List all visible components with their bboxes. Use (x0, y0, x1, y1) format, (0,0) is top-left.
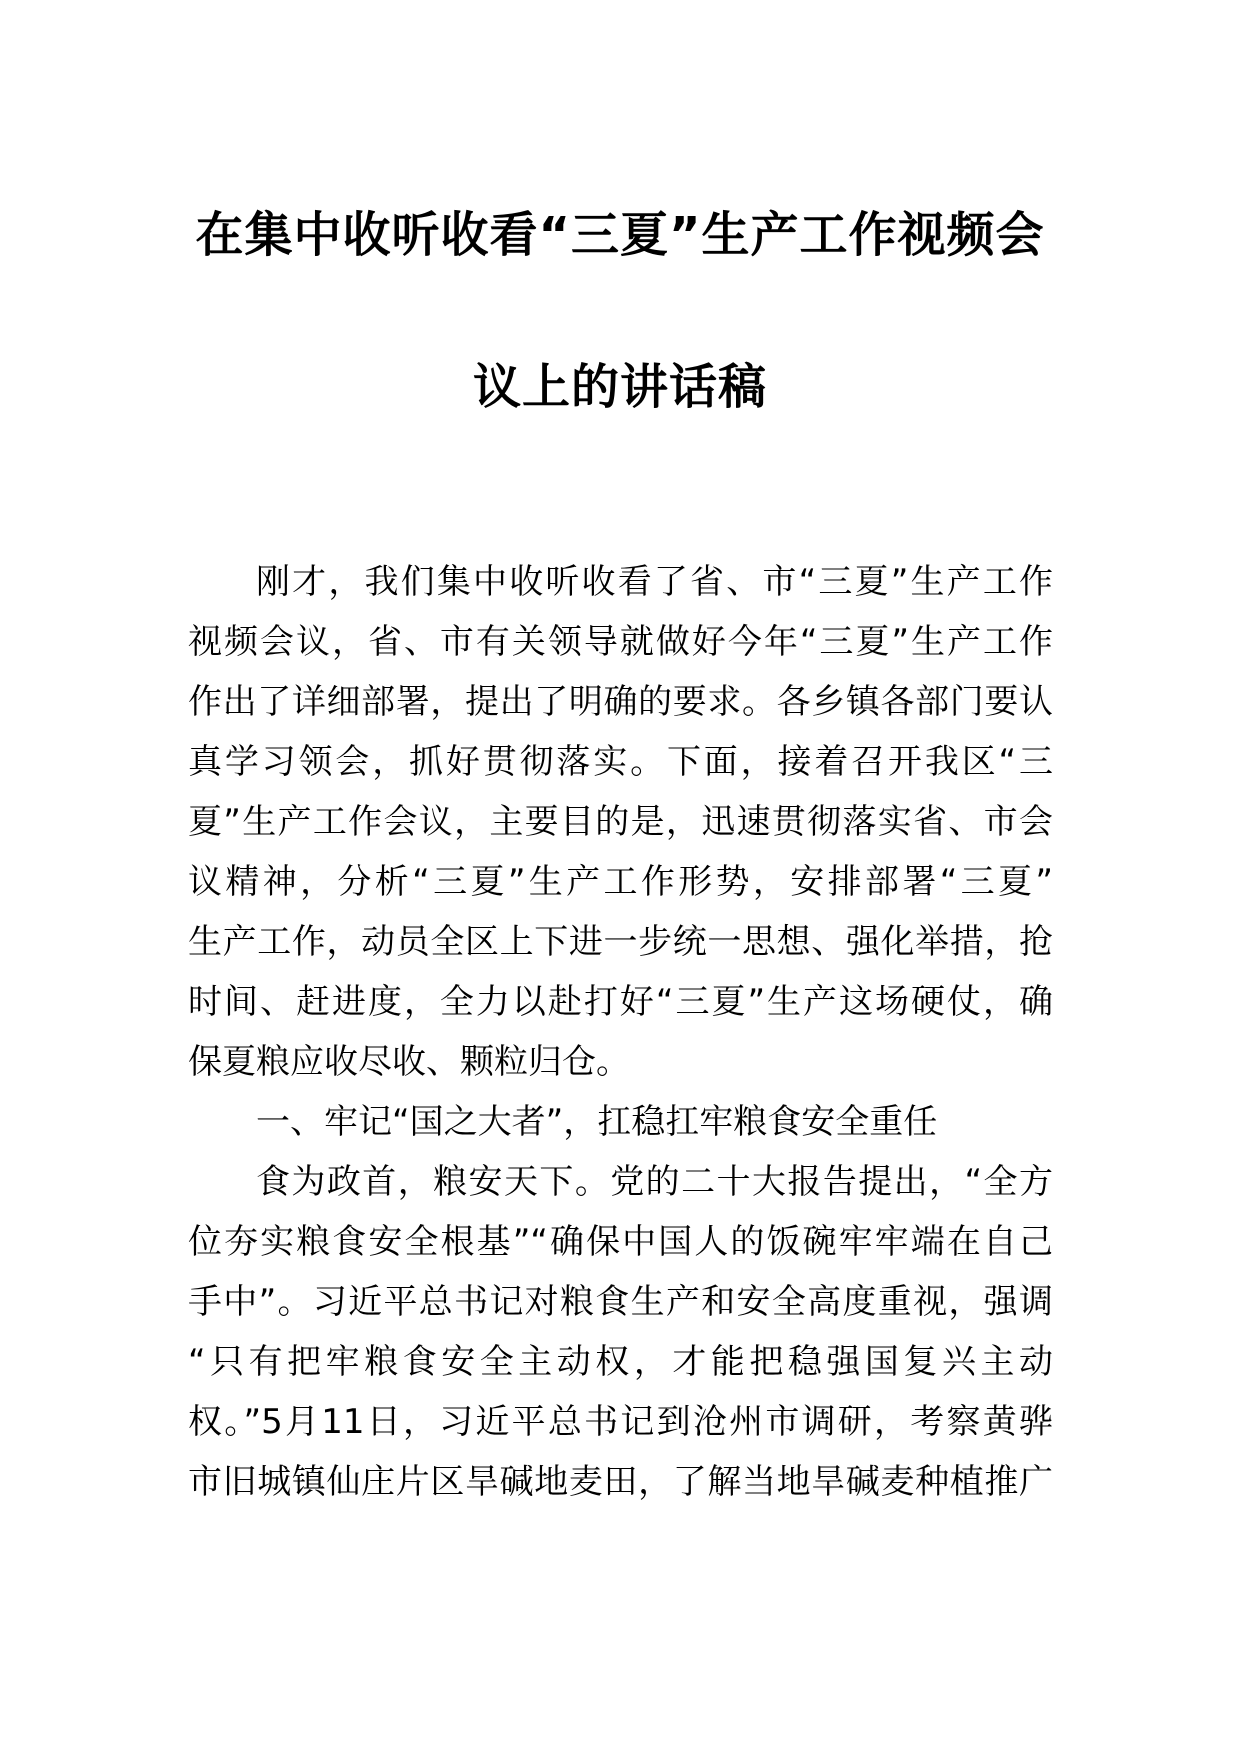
paragraph-1-line-1: 刚才，我们集中收听收看了省、市“三夏”生产工作 (256, 562, 1053, 602)
paragraph-2-line-4: “只有把牢粮食安全主动权，才能把稳强国复兴主动 (188, 1342, 1053, 1382)
paragraph-2-line-2: 位夯实粮食安全根基”“确保中国人的饭碗牢牢端在自己 (188, 1222, 1053, 1262)
document-title-line-1: 在集中收听收看“三夏”生产工作视频会 (195, 207, 1045, 263)
document-title-line-2: 议上的讲话稿 (472, 359, 767, 415)
paragraph-2-line-5: 权。”5月11日，习近平总书记到沧州市调研，考察黄骅 (188, 1402, 1053, 1442)
paragraph-1-line-7: 生产工作，动员全区上下进一步统一思想、强化举措，抢 (188, 922, 1053, 962)
paragraph-1-line-3: 作出了详细部署，提出了明确的要求。各乡镇各部门要认 (188, 682, 1053, 722)
paragraph-1-line-8: 时间、赶进度，全力以赴打好“三夏”生产这场硬仗，确 (188, 982, 1053, 1022)
paragraph-2-line-6: 市旧城镇仙庄片区旱碱地麦田，了解当地旱碱麦种植推广 (188, 1462, 1053, 1502)
paragraph-2-line-1: 食为政首，粮安天下。党的二十大报告提出，“全方 (256, 1162, 1053, 1202)
paragraph-1-line-9: 保夏粮应收尽收、颗粒归仓。 (188, 1042, 630, 1082)
paragraph-1-line-4: 真学习领会，抓好贯彻落实。下面，接着召开我区“三 (188, 742, 1053, 782)
paragraph-1-line-5: 夏”生产工作会议，主要目的是，迅速贯彻落实省、市会 (188, 802, 1053, 842)
section-heading-1: 一、牢记“国之大者”，扛稳扛牢粮食安全重任 (256, 1102, 938, 1142)
paragraph-1-line-2: 视频会议，省、市有关领导就做好今年“三夏”生产工作 (188, 622, 1053, 662)
paragraph-2-line-3: 手中”。习近平总书记对粮食生产和安全高度重视，强调 (188, 1282, 1053, 1322)
paragraph-1-line-6: 议精神，分析“三夏”生产工作形势，安排部署“三夏” (188, 862, 1053, 902)
